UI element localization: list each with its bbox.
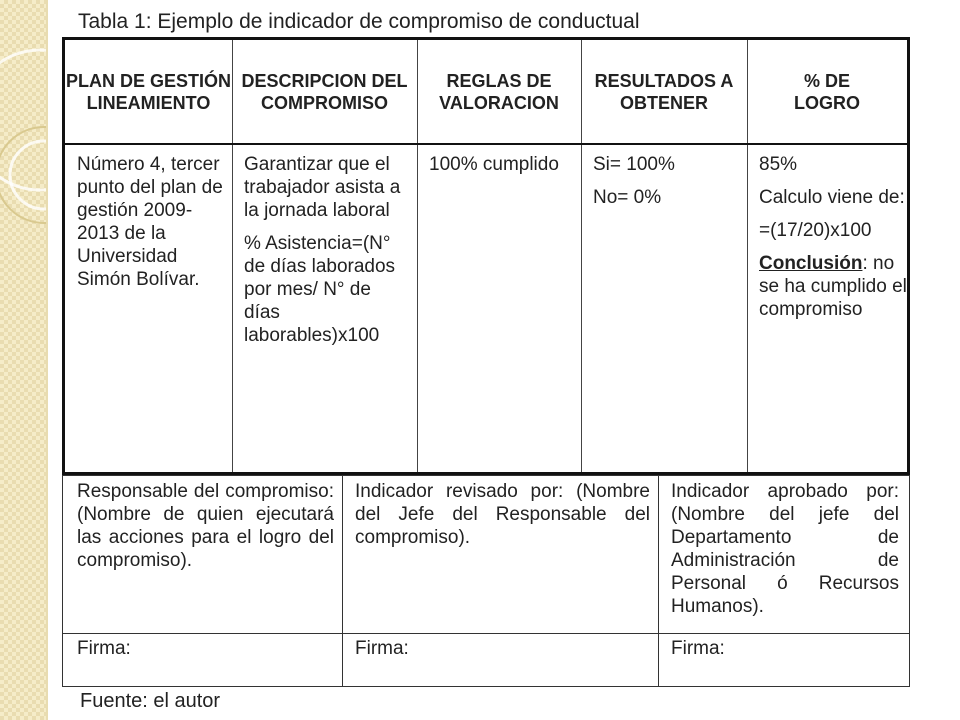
indicator-table: [62, 37, 910, 475]
asistencia-formula: % Asistencia=(N° de días laborados por mes/ N° de días laborables)x100: [244, 233, 396, 346]
firma-aprobado: Firma:: [671, 638, 725, 659]
resultado-no: No= 0%: [593, 187, 662, 208]
cell-descripcion: [232, 145, 412, 472]
decorative-circles: [0, 0, 46, 720]
signature-table: [62, 475, 910, 687]
conclusion: [759, 252, 907, 321]
resultado-si: Si= 100%: [593, 154, 675, 175]
reglas-text: 100% cumplido: [429, 154, 559, 175]
aprobado-text: Indicador aprobado por: (Nombre del jefe del Departamento de Administración de Personal ó Recursos Humanos).: [671, 481, 899, 617]
firma-responsable: Firma:: [77, 638, 131, 659]
source-note: Fuente: el autor: [80, 690, 221, 712]
cell-resultados: [581, 145, 741, 472]
side-strip-edge: [46, 0, 48, 720]
table-header-row: [65, 40, 907, 145]
header-plan: PLAN DE GESTIÓN LINEAMIENTO: [65, 70, 231, 113]
logro-formula: =(17/20)x100: [759, 220, 872, 241]
conclusion-label: Conclusión: [759, 253, 863, 274]
descripcion-text: Garantizar que el trabajador asista a la jornada laboral: [244, 154, 401, 221]
cell-plan: [65, 145, 225, 472]
decorative-side-strip: [0, 0, 46, 720]
cell-logro: [747, 145, 907, 472]
revisado-text: Indicador revisado por: (Nombre del Jefe del Responsable del compromiso).: [355, 481, 650, 548]
responsable-text: Responsable del compromiso: (Nombre de quien ejecutará las acciones para el logro del compromiso).: [77, 481, 334, 571]
header-logro: % DE LOGRO: [794, 70, 860, 113]
logro-valor: 85%: [759, 154, 798, 175]
header-reglas: REGLAS DE VALORACION: [439, 70, 559, 113]
header-resultados: RESULTADOS A OBTENER: [594, 70, 734, 113]
logro-calculo: Calculo viene de:: [759, 187, 905, 208]
conclusion-text: : no se ha cumplido el compromiso: [759, 253, 907, 320]
cell-reglas: [417, 145, 567, 472]
table-body-row: [65, 145, 907, 472]
table-caption: Tabla 1: Ejemplo de indicador de compromiso de conductual: [78, 10, 640, 33]
header-descripcion: DESCRIPCION DEL COMPROMISO: [241, 70, 408, 113]
firma-revisado: Firma:: [355, 638, 409, 659]
plan-text: Número 4, tercer punto del plan de gestión 2009-2013 de la Universidad Simón Bolívar.: [77, 154, 223, 290]
